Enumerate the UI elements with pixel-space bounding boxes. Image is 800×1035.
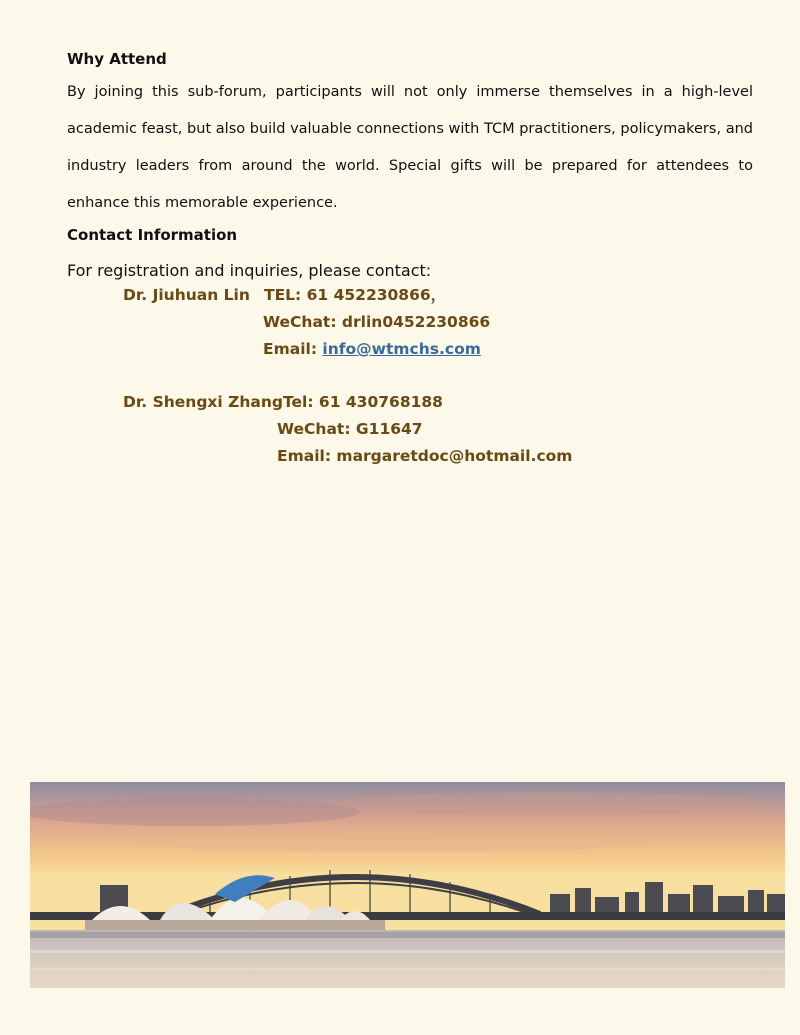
why-attend-heading: Why Attend bbox=[67, 50, 167, 68]
contact-1-email-label: Email: bbox=[263, 340, 323, 358]
contact-intro: For registration and inquiries, please contact: bbox=[67, 261, 432, 280]
contact-2-email-line bbox=[277, 443, 572, 470]
contact-1-wechat: WeChat: drlin0452230866 bbox=[263, 313, 491, 331]
contact-2-name: Dr. Shengxi Zhang bbox=[123, 393, 283, 411]
contact-2-email-label: Email: bbox=[277, 447, 337, 465]
contact-heading: Contact Information bbox=[67, 226, 238, 244]
contact-2-email: margaretdoc@hotmail.com bbox=[336, 447, 573, 465]
sydney-harbour-image bbox=[30, 782, 785, 988]
contact-1-row-2 bbox=[67, 309, 753, 336]
contact-2-tel: Tel: 61 430768188 bbox=[283, 393, 443, 411]
contact-2-row-3 bbox=[67, 443, 753, 470]
contact-1-name: Dr. Jiuhuan Lin bbox=[123, 286, 250, 304]
contact-1-email-link[interactable]: info@wtmchs.com bbox=[322, 340, 481, 358]
contact-1-row-1 bbox=[67, 282, 753, 309]
contact-2-wechat: WeChat: G11647 bbox=[277, 420, 423, 438]
contact-list bbox=[67, 282, 753, 470]
why-attend-paragraph: By joining this sub-forum, participants will not only immerse themselves in a high-level academic feast, but also build valuable connections with TCM practitioners, policymakers, and industry leaders from around the world. Special gifts will be prepared for attendees to enhance this memorable experience. bbox=[67, 84, 753, 211]
document-body bbox=[67, 48, 753, 470]
contact-1-row-3 bbox=[67, 336, 753, 363]
contact-2-row-2 bbox=[67, 416, 753, 443]
contact-1-tel: TEL: 61 452230866， bbox=[264, 286, 447, 304]
contact-2-row-1 bbox=[67, 389, 753, 416]
contact-1-email-line bbox=[263, 336, 481, 363]
